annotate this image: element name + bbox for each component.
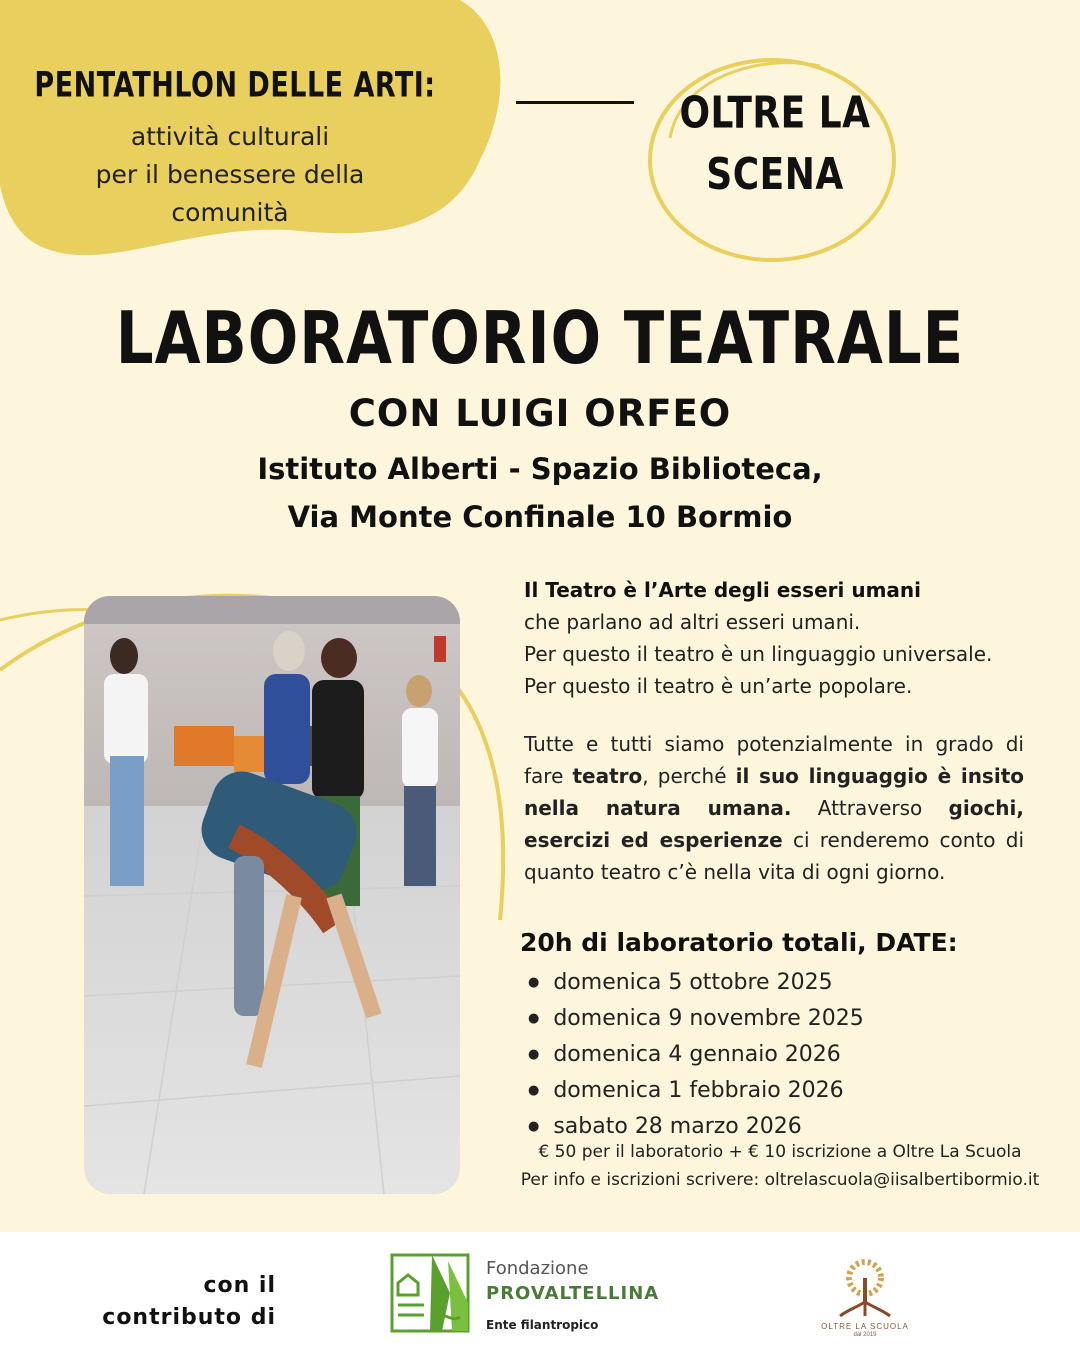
provaltellina-logo-icon [390,1253,470,1333]
oltre-la-scuola-tree-icon [830,1258,900,1318]
intro-line: Per questo il teatro è un linguaggio universale. [524,642,993,666]
intro-bold: Il Teatro è l’Arte degli esseri umani [524,578,922,602]
desc-bold: il suo linguaggio è insito nella natura umana. [524,764,1024,820]
pentathlon-sub-line: attività culturali [130,122,330,151]
connector-dash [516,101,634,104]
pentathlon-sub-line: comunità [171,198,289,227]
date-item: ● domenica 9 novembre 2025 [528,1002,864,1038]
date-item: ● domenica 1 febbraio 2026 [528,1074,864,1110]
contribution-label [96,1270,276,1334]
date-item: ● domenica 5 ottobre 2025 [528,966,864,1002]
pentathlon-sub-line: per il benessere della [95,160,365,189]
pentathlon-subtitle [60,118,400,232]
oltre-la-scena-badge [660,82,890,205]
provaltellina-foundation-label: Fondazione [486,1258,589,1279]
description-paragraph [524,728,1024,888]
desc-bold: teatro [572,764,643,788]
photo-illustration [84,596,460,1194]
intro-line: Per questo il teatro è un’arte popolare. [524,674,913,698]
contribution-line: contributo di [102,1305,276,1330]
date-item: ● domenica 4 gennaio 2026 [528,1038,864,1074]
price-note: € 50 per il laboratorio + € 10 iscrizione a Oltre La Scuola [538,1142,1022,1162]
desc-text: Tutte e tutti siamo potenzialmente in grado di fare [524,732,1024,788]
provaltellina-name: PROVALTELLINA [486,1283,660,1304]
page-title: LABORATORIO TEATRALE [115,296,965,381]
dates-list [528,966,864,1146]
desc-text: , perché [642,764,736,788]
badge-line: OLTRE LA [679,87,871,139]
desc-text: Attraverso [791,796,949,820]
oltre-la-scuola-year: dal 2019 [853,1332,877,1338]
provaltellina-tagline: Ente filantropico [486,1318,599,1332]
desc-bold: giochi, esercizi ed esperienze [524,796,1024,852]
teacher-line: CON LUIGI ORFEO [348,392,732,435]
oltre-la-scuola-name: OLTRE LA SCUOLA [821,1322,909,1331]
pentathlon-title: PENTATHLON DELLE ARTI: [34,65,436,106]
location-line: Istituto Alberti - Spazio Biblioteca, [257,452,823,486]
workshop-photo [84,596,460,1194]
contact-info[interactable]: Per info e iscrizioni scrivere: oltrelascuola@iisalbertibormio.it [520,1170,1040,1190]
intro-paragraph [524,574,1024,702]
address-line: Via Monte Confinale 10 Bormio [287,500,793,534]
badge-line: SCENA [706,149,844,201]
contribution-line: con il [203,1273,276,1298]
dates-title: 20h di laboratorio totali, DATE: [520,928,958,957]
date-item: ● sabato 28 marzo 2026 [528,1110,864,1146]
intro-line: che parlano ad altri esseri umani. [524,610,861,634]
desc-text: ci renderemo conto di quanto teatro c’è nella vita di ogni giorno. [524,828,1024,884]
